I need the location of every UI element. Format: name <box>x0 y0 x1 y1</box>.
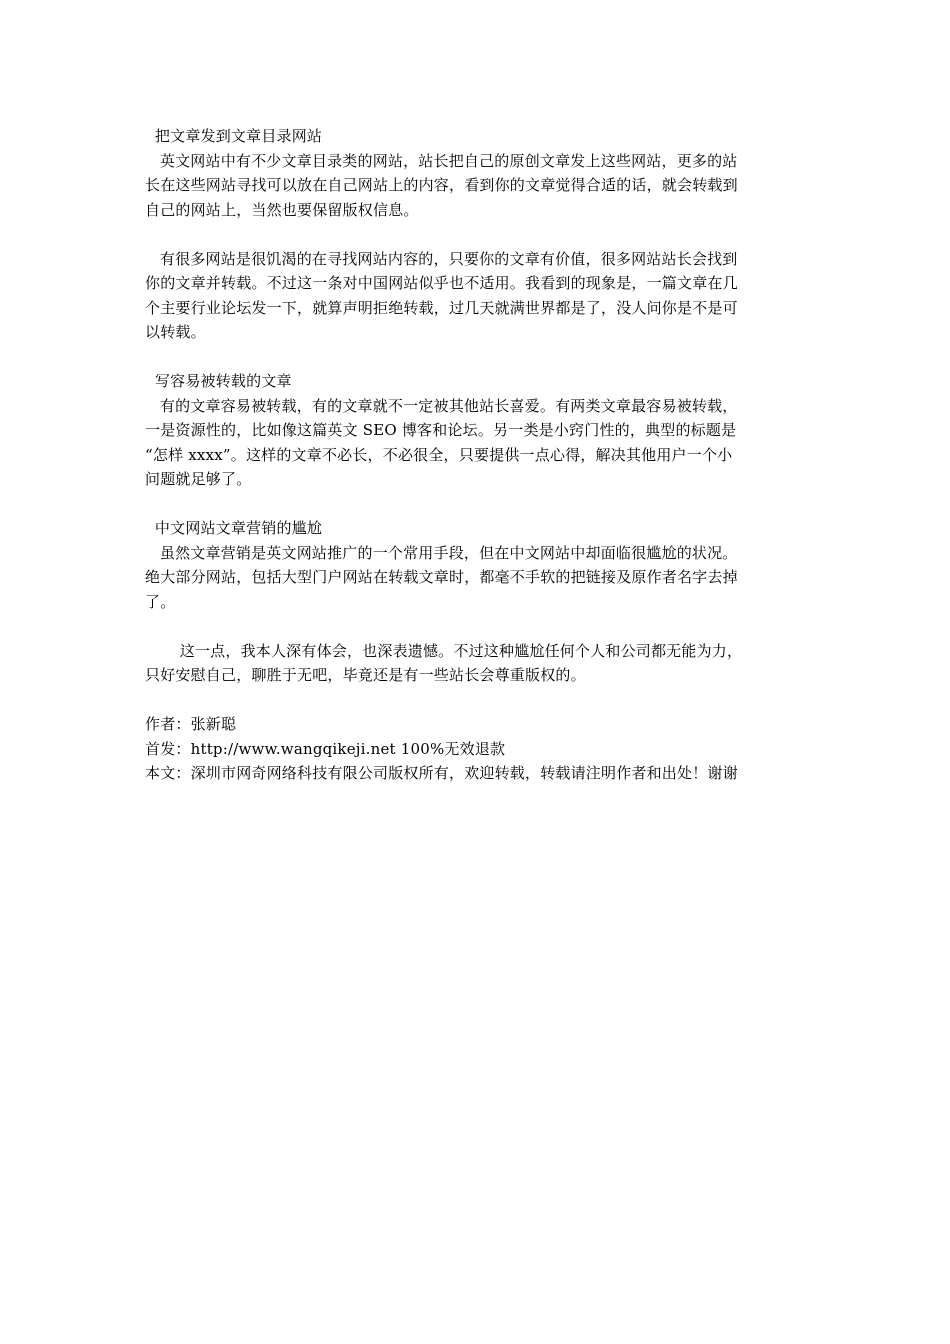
section-heading: 中文网站文章营销的尴尬 <box>145 519 323 537</box>
paragraph-line: 只好安慰自己，聊胜于无吧，毕竟还是有一些站长会尊重版权的。 <box>145 666 586 684</box>
paragraph-line: 虽然文章营销是英文网站推广的一个常用手段，但在中文网站中却面临很尴尬的状况。 <box>145 543 738 562</box>
blank-line <box>145 614 810 639</box>
paragraph-line: 绝大部分网站，包括大型门户网站在转载文章时，都毫不手软的把链接及原作者名字去掉 <box>145 568 738 586</box>
section-heading: 写容易被转载的文章 <box>145 372 292 390</box>
paragraph-line: 有很多网站是很饥渴的在寻找网站内容的，只要你的文章有价值，很多网站站长会找到 <box>145 249 738 268</box>
first-published-line: 首发：http://www.wangqikeji.net 100%无效退款 <box>145 739 506 758</box>
paragraph-line: 问题就足够了。 <box>145 470 252 488</box>
article-body <box>145 124 810 786</box>
copyright-line: 本文：深圳市网奇网络科技有限公司版权所有，欢迎转载，转载请注明作者和出处！谢谢 <box>145 764 738 782</box>
paragraph-line: 自己的网站上，当然也要保留版权信息。 <box>145 200 419 219</box>
paragraph-line: 了。 <box>145 592 176 611</box>
blank-line <box>145 345 810 370</box>
section-heading: 把文章发到文章目录网站 <box>145 127 323 145</box>
blank-line <box>145 492 810 517</box>
blank-line <box>145 222 810 247</box>
blank-line <box>145 688 810 713</box>
paragraph-line: 一是资源性的，比如像这篇英文 SEO 博客和论坛。另一类是小窍门性的，典型的标题是 <box>145 421 737 439</box>
paragraph-line: “怎样 xxxx”。这样的文章不必长，不必很全，只要提供一点心得，解决其他用户一个小 <box>145 445 733 464</box>
paragraph-line: 以转载。 <box>145 323 206 341</box>
paragraph-line: 长在这些网站寻找可以放在自己网站上的内容，看到你的文章觉得合适的话，就会转载到 <box>145 176 738 194</box>
author-line: 作者：张新聪 <box>145 715 237 733</box>
paragraph-line: 这一点，我本人深有体会，也深表遗憾。不过这种尴尬任何个人和公司都无能为力， <box>145 641 743 660</box>
paragraph-line: 你的文章并转载。不过这一条对中国网站似乎也不适用。我看到的现象是，一篇文章在几 <box>145 274 738 292</box>
paragraph-line: 个主要行业论坛发一下，就算声明拒绝转载，过几天就满世界都是了，没人问你是不是可 <box>145 298 738 317</box>
paragraph-line: 英文网站中有不少文章目录类的网站，站长把自己的原创文章发上这些网站，更多的站 <box>145 151 738 170</box>
paragraph-line: 有的文章容易被转载，有的文章就不一定被其他站长喜爱。有两类文章最容易被转载， <box>145 396 738 415</box>
